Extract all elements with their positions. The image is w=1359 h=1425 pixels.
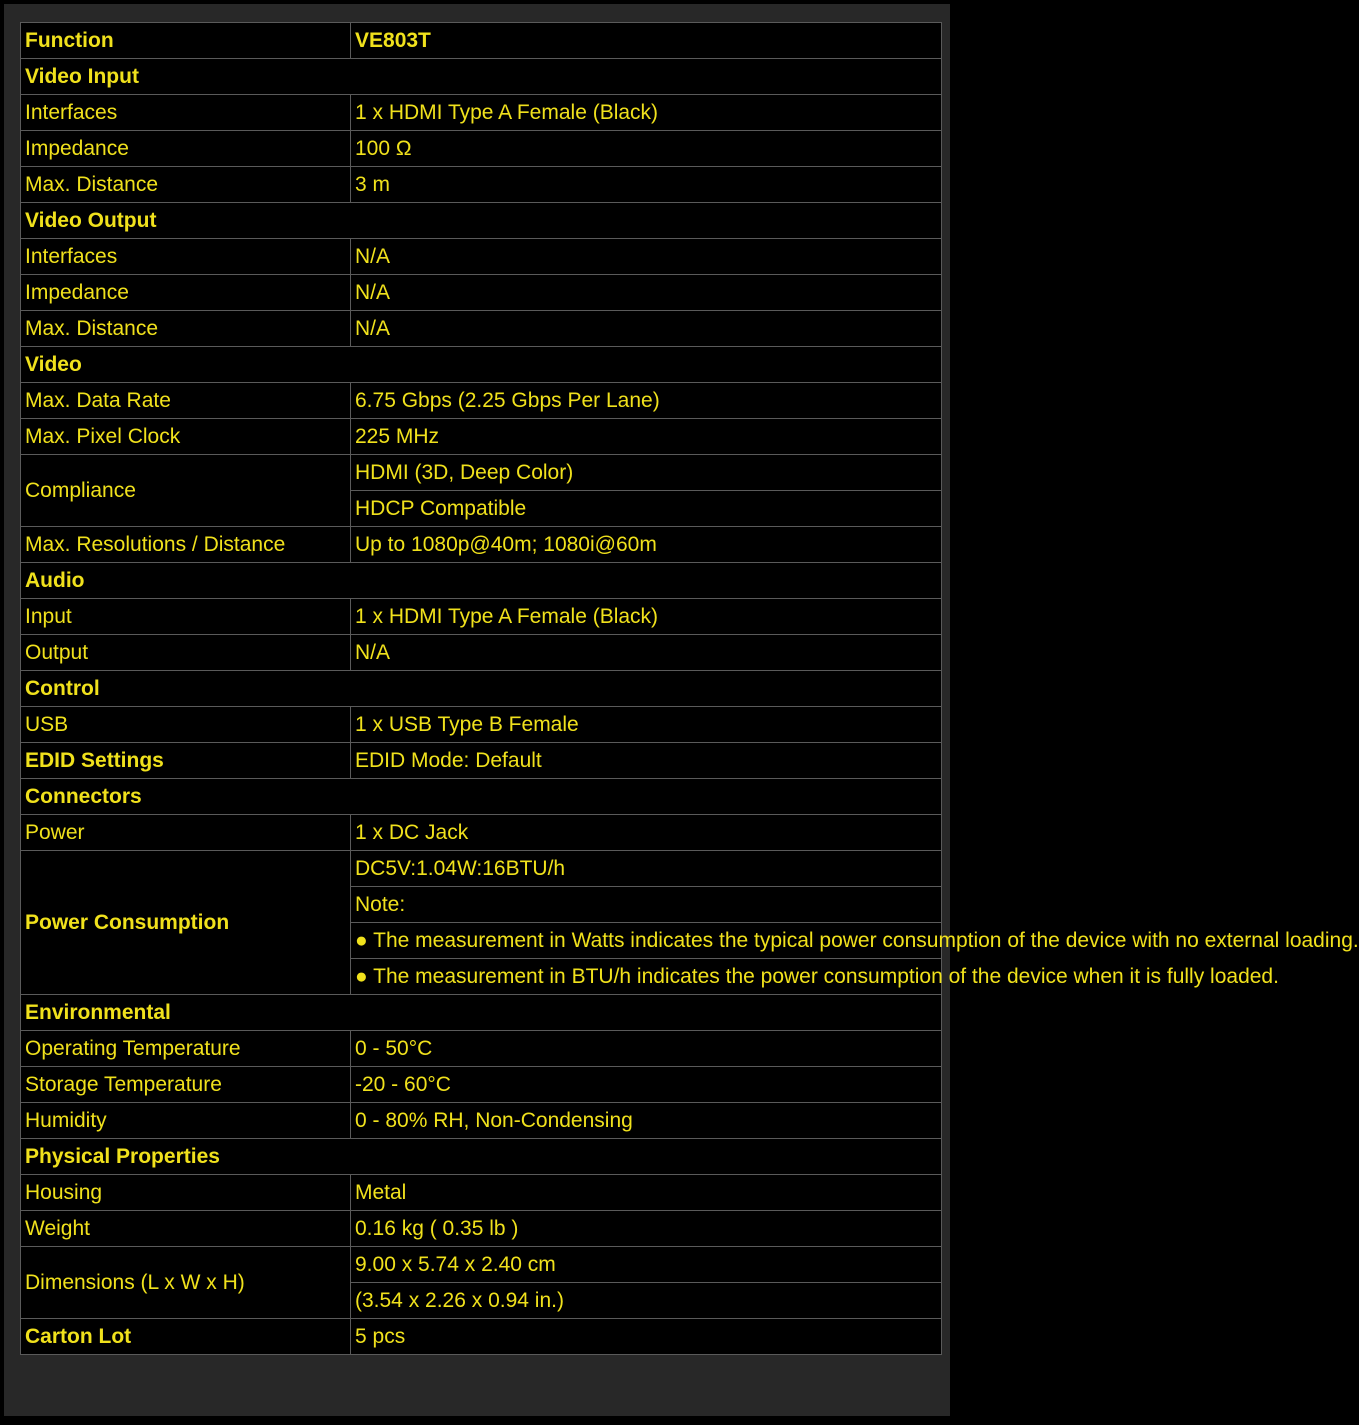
row-label: Max. Resolutions / Distance — [21, 527, 351, 563]
row-value: EDID Mode: Default — [351, 743, 942, 779]
table-row — [21, 815, 942, 851]
row-value: 9.00 x 5.74 x 2.40 cm — [351, 1247, 942, 1283]
section-carton-lot: Carton Lot — [21, 1319, 351, 1355]
table-row — [21, 707, 942, 743]
table-row — [21, 1211, 942, 1247]
row-value: Metal — [351, 1175, 942, 1211]
table-row — [21, 1103, 942, 1139]
row-value: 1 x HDMI Type A Female (Black) — [351, 95, 942, 131]
row-value: -20 - 60°C — [351, 1067, 942, 1103]
table-row — [21, 1247, 942, 1283]
table-row — [21, 599, 942, 635]
section-row — [21, 779, 942, 815]
table-row — [21, 1319, 942, 1355]
row-value: 0 - 80% RH, Non-Condensing — [351, 1103, 942, 1139]
header-model: VE803T — [351, 23, 942, 59]
section-row — [21, 1139, 942, 1175]
table-row — [21, 275, 942, 311]
table-row — [21, 851, 942, 887]
row-value: 1 x USB Type B Female — [351, 707, 942, 743]
section-row — [21, 995, 942, 1031]
table-row — [21, 1175, 942, 1211]
row-value: DC5V:1.04W:16BTU/h — [351, 851, 942, 887]
row-label: Max. Pixel Clock — [21, 419, 351, 455]
section-row — [21, 59, 942, 95]
table-row — [21, 1031, 942, 1067]
section-row — [21, 563, 942, 599]
table-row — [21, 527, 942, 563]
row-label: Operating Temperature — [21, 1031, 351, 1067]
row-label: Max. Data Rate — [21, 383, 351, 419]
row-value: 0.16 kg ( 0.35 lb ) — [351, 1211, 942, 1247]
table-row — [21, 95, 942, 131]
header-function: Function — [21, 23, 351, 59]
row-value: N/A — [351, 275, 942, 311]
section-edid-settings: EDID Settings — [21, 743, 351, 779]
row-label: Max. Distance — [21, 311, 351, 347]
row-value: (3.54 x 2.26 x 0.94 in.) — [351, 1283, 942, 1319]
row-label: Input — [21, 599, 351, 635]
row-value: HDMI (3D, Deep Color) — [351, 455, 942, 491]
section-row — [21, 347, 942, 383]
row-value: 1 x DC Jack — [351, 815, 942, 851]
section-audio: Audio — [21, 563, 942, 599]
row-label: Output — [21, 635, 351, 671]
row-label: Impedance — [21, 275, 351, 311]
row-value: N/A — [351, 239, 942, 275]
section-video-input: Video Input — [21, 59, 942, 95]
table-row — [21, 383, 942, 419]
row-label: Humidity — [21, 1103, 351, 1139]
spec-table — [20, 22, 1359, 1355]
power-note-heading: Note: — [351, 887, 942, 923]
table-row — [21, 743, 942, 779]
section-power-consumption: Power Consumption — [21, 851, 351, 995]
row-value: N/A — [351, 311, 942, 347]
section-physical-properties: Physical Properties — [21, 1139, 942, 1175]
row-value: N/A — [351, 635, 942, 671]
row-value: 225 MHz — [351, 419, 942, 455]
section-row — [21, 671, 942, 707]
table-row — [21, 635, 942, 671]
table-header-row — [21, 23, 942, 59]
row-value: 5 pcs — [351, 1319, 942, 1355]
row-value: HDCP Compatible — [351, 491, 942, 527]
table-row — [21, 311, 942, 347]
section-environmental: Environmental — [21, 995, 942, 1031]
row-value: 6.75 Gbps (2.25 Gbps Per Lane) — [351, 383, 942, 419]
row-value: Up to 1080p@40m; 1080i@60m — [351, 527, 942, 563]
power-note-watts: ● The measurement in Watts indicates the typical power consumption of the device with no external loading. — [351, 923, 942, 959]
row-label: Impedance — [21, 131, 351, 167]
row-label: Housing — [21, 1175, 351, 1211]
section-connectors: Connectors — [21, 779, 942, 815]
table-row — [21, 419, 942, 455]
row-value: 0 - 50°C — [351, 1031, 942, 1067]
table-row — [21, 131, 942, 167]
section-row — [21, 203, 942, 239]
table-row — [21, 1067, 942, 1103]
row-label: Weight — [21, 1211, 351, 1247]
row-value: 1 x HDMI Type A Female (Black) — [351, 599, 942, 635]
row-value: 100 Ω — [351, 131, 942, 167]
row-label: Dimensions (L x W x H) — [21, 1247, 351, 1319]
row-label: Compliance — [21, 455, 351, 527]
row-label: Power — [21, 815, 351, 851]
power-note-btu: ● The measurement in BTU/h indicates the power consumption of the device when it is fully loaded. — [351, 959, 942, 995]
row-label: USB — [21, 707, 351, 743]
section-video: Video — [21, 347, 942, 383]
row-label: Interfaces — [21, 239, 351, 275]
row-label: Storage Temperature — [21, 1067, 351, 1103]
table-row — [21, 455, 942, 491]
table-row — [21, 239, 942, 275]
row-label: Max. Distance — [21, 167, 351, 203]
row-label: Interfaces — [21, 95, 351, 131]
section-video-output: Video Output — [21, 203, 942, 239]
table-row — [21, 167, 942, 203]
section-control: Control — [21, 671, 942, 707]
row-value: 3 m — [351, 167, 942, 203]
